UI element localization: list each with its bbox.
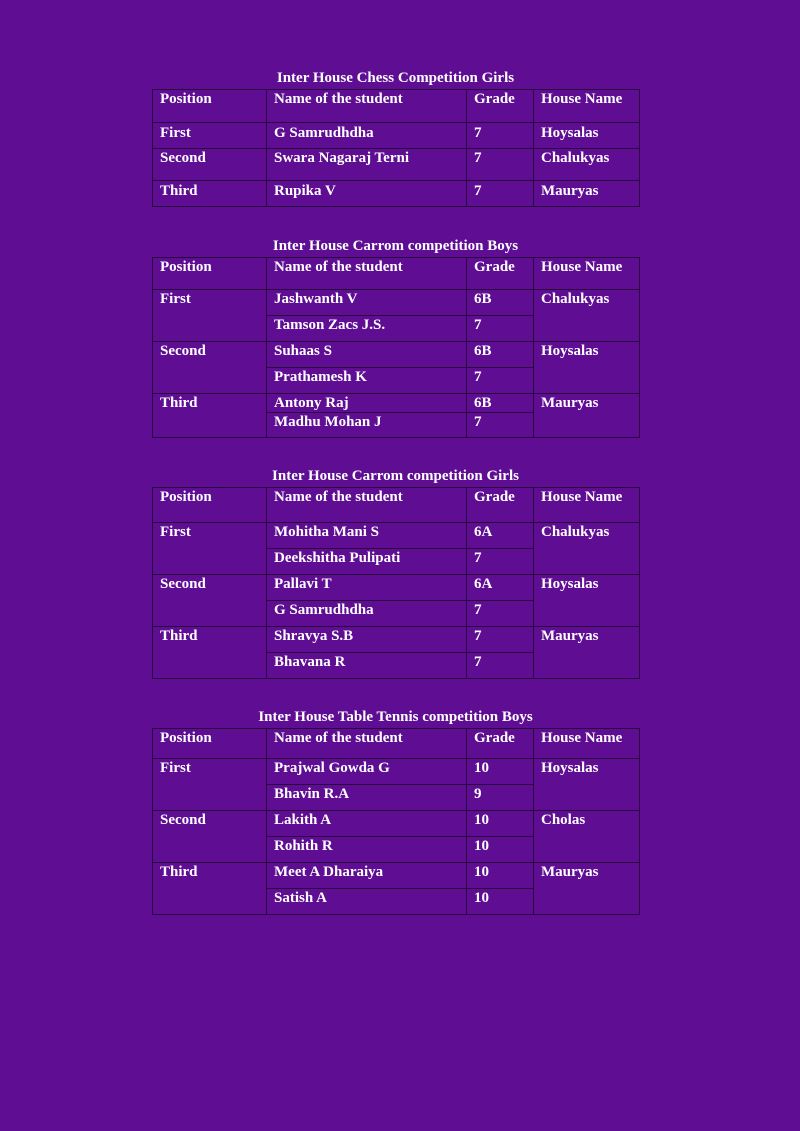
student-name-cell: Bhavin R.A: [267, 785, 467, 811]
position-cell: Second: [153, 342, 267, 394]
position-cell: Third: [153, 181, 267, 207]
house-cell: Hoysalas: [534, 123, 640, 149]
house-cell: Chalukyas: [534, 149, 640, 181]
results-table: [152, 257, 640, 438]
house-cell: Chalukyas: [534, 523, 640, 575]
section-title: Inter House Table Tennis competition Boys: [258, 709, 533, 725]
position-cell: First: [153, 523, 267, 575]
table-row: [153, 123, 640, 149]
header-row: [153, 90, 640, 123]
house-cell: Mauryas: [534, 394, 640, 438]
section-title: Inter House Carrom competition Boys: [272, 238, 519, 254]
student-name-cell: Meet A Dharaiya: [267, 863, 467, 889]
header-house: House Name: [534, 488, 640, 523]
results-table: [152, 728, 640, 915]
position-cell: Third: [153, 863, 267, 915]
table-row: [153, 181, 640, 207]
carrom-girls-section: [152, 466, 639, 679]
results-table: [152, 487, 640, 679]
student-name-cell: Jashwanth V: [267, 290, 467, 316]
student-name-cell: Lakith A: [267, 811, 467, 837]
section-title: Inter House Chess Competition Girls: [276, 70, 515, 86]
header-house: House Name: [534, 729, 640, 759]
header-row: [153, 729, 640, 759]
header-position: Position: [153, 90, 267, 123]
student-name-cell: Swara Nagaraj Terni: [267, 149, 467, 181]
grade-cell: 6A: [467, 575, 534, 601]
header-name: Name of the student: [267, 729, 467, 759]
table-row: [153, 342, 640, 368]
grade-cell: 10: [467, 863, 534, 889]
house-cell: Hoysalas: [534, 342, 640, 394]
grade-cell: 7: [467, 601, 534, 627]
house-cell: Mauryas: [534, 181, 640, 207]
carrom-boys-section: [152, 236, 639, 438]
header-house: House Name: [534, 258, 640, 290]
grade-cell: 7: [467, 149, 534, 181]
header-row: [153, 258, 640, 290]
position-cell: Third: [153, 627, 267, 679]
student-name-cell: Pallavi T: [267, 575, 467, 601]
grade-cell: 6A: [467, 523, 534, 549]
student-name-cell: Bhavana R: [267, 653, 467, 679]
grade-cell: 7: [467, 181, 534, 207]
student-name-cell: Shravya S.B: [267, 627, 467, 653]
grade-cell: 10: [467, 889, 534, 915]
grade-cell: 7: [467, 627, 534, 653]
grade-cell: 7: [467, 413, 534, 438]
house-cell: Mauryas: [534, 627, 640, 679]
grade-cell: 7: [467, 549, 534, 575]
header-row: [153, 488, 640, 523]
house-cell: Mauryas: [534, 863, 640, 915]
student-name-cell: Satish A: [267, 889, 467, 915]
student-name-cell: Mohitha Mani S: [267, 523, 467, 549]
header-grade: Grade: [467, 90, 534, 123]
table-row: [153, 575, 640, 601]
student-name-cell: Prathamesh K: [267, 368, 467, 394]
student-name-cell: Rohith R: [267, 837, 467, 863]
student-name-cell: G Samrudhdha: [267, 123, 467, 149]
grade-cell: 10: [467, 811, 534, 837]
position-cell: First: [153, 759, 267, 811]
chess-girls-section: [152, 68, 639, 207]
header-position: Position: [153, 729, 267, 759]
header-grade: Grade: [467, 488, 534, 523]
grade-cell: 7: [467, 316, 534, 342]
header-name: Name of the student: [267, 90, 467, 123]
grade-cell: 10: [467, 837, 534, 863]
header-grade: Grade: [467, 258, 534, 290]
table-tennis-boys-section: [152, 707, 639, 915]
position-cell: Second: [153, 575, 267, 627]
student-name-cell: Prajwal Gowda G: [267, 759, 467, 785]
student-name-cell: Tamson Zacs J.S.: [267, 316, 467, 342]
grade-cell: 6B: [467, 394, 534, 413]
house-cell: Cholas: [534, 811, 640, 863]
student-name-cell: Suhaas S: [267, 342, 467, 368]
table-row: [153, 149, 640, 181]
table-row: [153, 290, 640, 316]
header-position: Position: [153, 258, 267, 290]
position-cell: Third: [153, 394, 267, 438]
header-grade: Grade: [467, 729, 534, 759]
header-name: Name of the student: [267, 488, 467, 523]
header-name: Name of the student: [267, 258, 467, 290]
house-cell: Hoysalas: [534, 575, 640, 627]
student-name-cell: Deekshitha Pulipati: [267, 549, 467, 575]
position-cell: Second: [153, 811, 267, 863]
position-cell: First: [153, 290, 267, 342]
position-cell: First: [153, 123, 267, 149]
header-position: Position: [153, 488, 267, 523]
student-name-cell: Madhu Mohan J: [267, 413, 467, 438]
grade-cell: 9: [467, 785, 534, 811]
table-row: [153, 863, 640, 889]
grade-cell: 6B: [467, 290, 534, 316]
header-house: House Name: [534, 90, 640, 123]
results-table: [152, 89, 640, 207]
grade-cell: 7: [467, 123, 534, 149]
table-row: [153, 811, 640, 837]
student-name-cell: Rupika V: [267, 181, 467, 207]
table-row: [153, 523, 640, 549]
table-row: [153, 627, 640, 653]
section-title: Inter House Carrom competition Girls: [272, 468, 519, 484]
table-row: [153, 394, 640, 413]
grade-cell: 6B: [467, 342, 534, 368]
grade-cell: 7: [467, 653, 534, 679]
house-cell: Chalukyas: [534, 290, 640, 342]
position-cell: Second: [153, 149, 267, 181]
grade-cell: 7: [467, 368, 534, 394]
grade-cell: 10: [467, 759, 534, 785]
house-cell: Hoysalas: [534, 759, 640, 811]
student-name-cell: Antony Raj: [267, 394, 467, 413]
table-row: [153, 759, 640, 785]
student-name-cell: G Samrudhdha: [267, 601, 467, 627]
